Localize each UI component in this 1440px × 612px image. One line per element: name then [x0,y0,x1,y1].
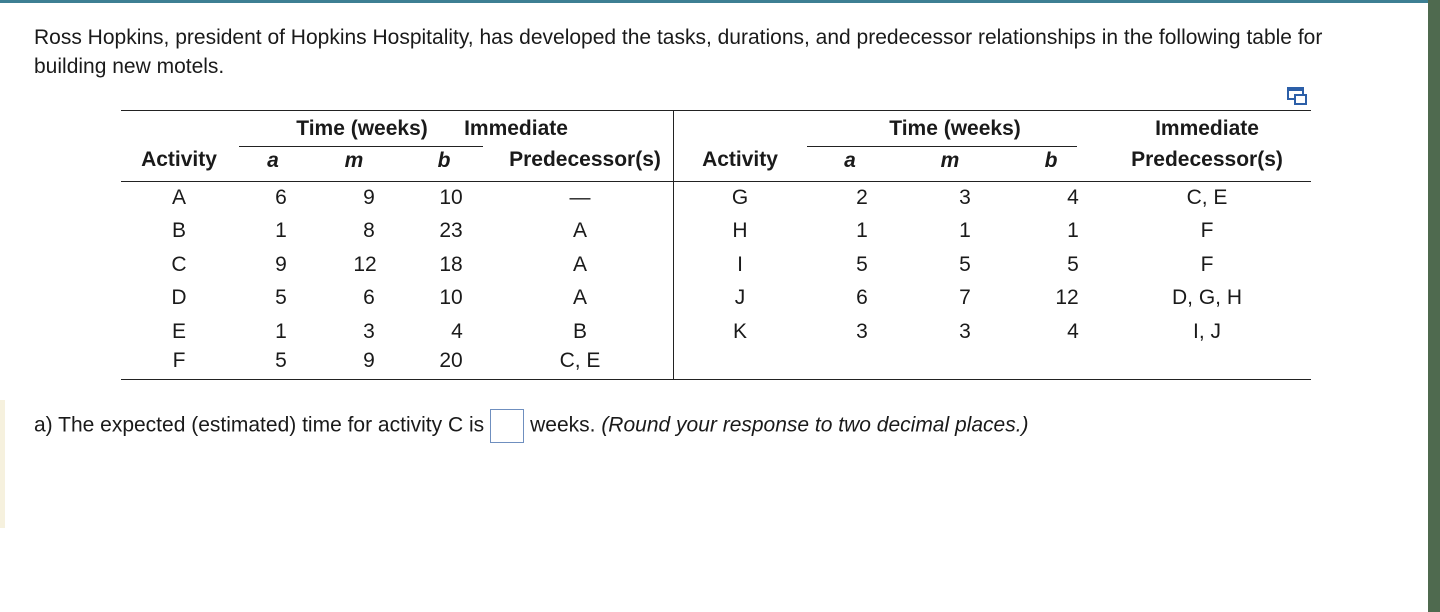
time-group-header: Time (weeks) [296,117,428,140]
predecessor-cell: F [1200,219,1214,242]
activity-table [121,110,1311,380]
predecessor-cell: I, J [1192,320,1222,343]
activity-cell: B [171,219,187,242]
b-cell: 20 [439,349,463,372]
question-prefix: a) The expected (estimated) time for activity C is [34,413,485,437]
predecessor-cell: F [1200,253,1214,276]
a-cell: 1 [275,320,287,343]
activity-cell: E [171,320,187,343]
expand-table-icon[interactable] [1286,86,1308,106]
activity-cell: G [731,186,749,209]
left-edge-strip [0,400,5,528]
m-cell: 6 [363,286,375,309]
predecessor-cell: C, E [1186,186,1228,209]
b-cell: 4 [451,320,463,343]
predecessor-cell: — [569,186,591,209]
problem-intro: Ross Hopkins, president of Hopkins Hospitality, has developed the tasks, durations, and predecessor relationships in the following table for building new motels. [34,26,1323,78]
activity-cell: A [171,186,187,209]
b-cell: 1 [1067,219,1079,242]
m-cell: 5 [959,253,971,276]
top-border [0,0,1428,3]
b-cell: 10 [439,186,463,209]
table-bottom-rule [121,379,1311,380]
question-line [34,409,1029,443]
a-cell: 1 [275,219,287,242]
activity-header-right: Activity [702,148,778,171]
activity-cell: I [737,253,743,276]
b-cell: 18 [439,253,463,276]
header-bottom-rule [121,181,1311,182]
predecessor-cell: C, E [559,349,601,372]
m-header-right: m [940,149,960,172]
predecessor-cell: D, G, H [1171,286,1243,309]
b-header-right: b [1044,149,1058,172]
m-cell: 7 [959,286,971,309]
m-cell: 8 [363,219,375,242]
b-cell: 5 [1067,253,1079,276]
activity-header: Activity [141,148,217,171]
a-cell: 5 [275,286,287,309]
time-group-header-right: Time (weeks) [889,117,1021,140]
time-group-rule-left [239,146,483,147]
b-header: b [437,149,451,172]
a-cell: 5 [275,349,287,372]
a-cell: 1 [856,219,868,242]
m-header: m [344,149,364,172]
time-group-rule-right [807,146,1077,147]
table-top-rule [121,110,1311,111]
a-cell: 3 [856,320,868,343]
activity-cell: J [734,286,746,309]
b-cell: 4 [1067,186,1079,209]
m-cell: 1 [959,219,971,242]
activity-cell: D [171,286,187,309]
b-cell: 23 [439,219,463,242]
predecessor-header-line1-right: Immediate [1155,117,1259,140]
b-cell: 12 [1055,286,1079,309]
a-cell: 5 [856,253,868,276]
question-suffix: weeks. [530,413,596,437]
a-header-right: a [844,149,856,172]
predecessor-cell: A [572,253,588,276]
a-cell: 9 [275,253,287,276]
table-divider [673,110,674,380]
predecessor-cell: A [572,286,588,309]
predecessor-header-line2-right: Predecessor(s) [1131,148,1283,171]
b-cell: 4 [1067,320,1079,343]
right-edge-strip [1428,0,1440,612]
b-cell: 10 [439,286,463,309]
predecessor-cell: A [572,219,588,242]
expected-time-input[interactable] [490,409,524,443]
m-cell: 3 [363,320,375,343]
m-cell: 12 [353,253,377,276]
m-cell: 9 [363,186,375,209]
m-cell: 9 [363,349,375,372]
activity-cell: F [172,349,186,372]
a-cell: 2 [856,186,868,209]
activity-cell: K [732,320,748,343]
activity-cell: C [171,253,187,276]
a-header: a [267,149,279,172]
predecessor-cell: B [572,320,588,343]
m-cell: 3 [959,186,971,209]
predecessor-header-line2: Predecessor(s) [509,148,661,171]
rounding-hint: (Round your response to two decimal places.) [601,413,1029,437]
activity-cell: H [732,219,748,242]
a-cell: 6 [856,286,868,309]
m-cell: 3 [959,320,971,343]
predecessor-header-line1: Immediate [464,117,568,140]
a-cell: 6 [275,186,287,209]
